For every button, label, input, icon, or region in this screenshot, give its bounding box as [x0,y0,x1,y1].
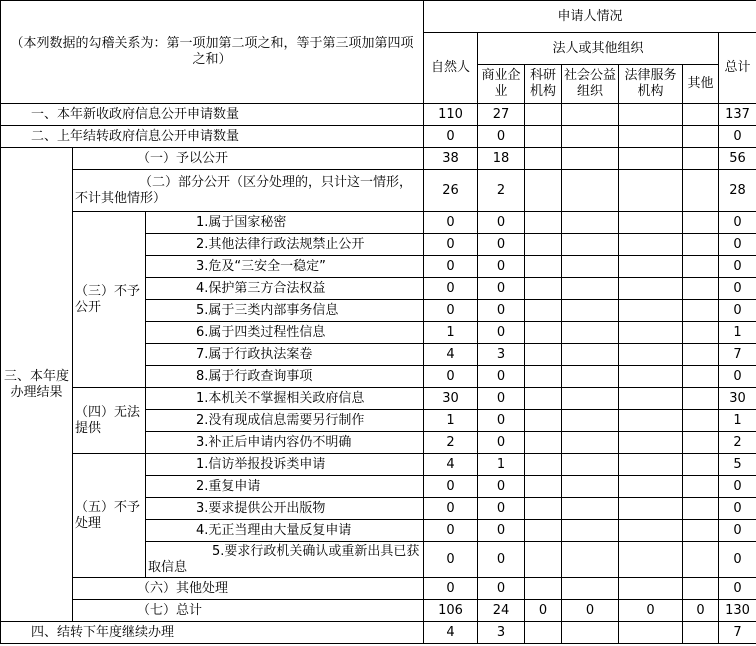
value-cell [683,212,719,234]
value-cell: 0 [719,578,756,600]
value-cell: 30 [719,388,756,410]
value-cell: 0 [619,600,683,622]
table-row [1,388,756,410]
value-cell: 0 [478,366,525,388]
value-cell: 0 [424,256,478,278]
value-cell: 0 [478,498,525,520]
value-cell: 106 [424,600,478,622]
row-label: 2.其他法律行政法规禁止公开 [146,234,424,256]
value-cell: 0 [424,234,478,256]
value-cell: 0 [478,476,525,498]
value-cell [562,542,619,578]
value-cell [619,542,683,578]
value-cell [683,520,719,542]
applicant-header: 申请人情况 [424,1,756,33]
value-cell: 137 [719,104,756,126]
value-cell [683,432,719,454]
group-result: 三、本年度办理结果 [1,148,73,622]
org-type-header: 其他 [683,65,719,104]
value-cell: 0 [424,520,478,542]
value-cell [683,454,719,476]
value-cell [562,366,619,388]
value-cell [619,388,683,410]
value-cell: 0 [719,542,756,578]
value-cell: 0 [719,234,756,256]
value-cell [619,498,683,520]
value-cell: 2 [719,432,756,454]
row-label: （六）其他处理 [73,578,424,600]
value-cell: 130 [719,600,756,622]
value-cell [683,498,719,520]
value-cell [683,476,719,498]
value-cell [562,256,619,278]
value-cell [525,148,562,170]
value-cell [562,454,619,476]
value-cell: 0 [424,212,478,234]
value-cell: 56 [719,148,756,170]
value-cell: 0 [719,300,756,322]
value-cell [619,170,683,212]
value-cell: 1 [478,454,525,476]
value-cell [525,170,562,212]
value-cell: 110 [424,104,478,126]
value-cell [619,454,683,476]
value-cell: 0 [478,578,525,600]
value-cell [683,170,719,212]
natural-person-header: 自然人 [424,33,478,104]
value-cell: 0 [424,498,478,520]
row-label: 1.属于国家秘密 [146,212,424,234]
value-cell: 0 [424,366,478,388]
org-type-header: 商业企业 [478,65,525,104]
value-cell [619,104,683,126]
value-cell [683,256,719,278]
org-type-header: 法律服务机构 [619,65,683,104]
value-cell: 0 [683,600,719,622]
value-cell: 26 [424,170,478,212]
value-cell: 0 [719,278,756,300]
row-label: 5.要求行政机关确认或重新出具已获取信息 [146,542,424,578]
value-cell [562,578,619,600]
value-cell [562,322,619,344]
value-cell [619,476,683,498]
table-row [1,170,756,212]
total-header: 总计 [719,33,756,104]
value-cell: 0 [478,234,525,256]
value-cell [562,300,619,322]
value-cell [525,542,562,578]
value-cell [525,498,562,520]
group-not-processed: （五）不予处理 [73,454,146,578]
value-cell [619,212,683,234]
value-cell [525,476,562,498]
value-cell [562,170,619,212]
value-cell: 38 [424,148,478,170]
value-cell [562,148,619,170]
value-cell [562,104,619,126]
group-cannot-provide: （四）无法提供 [73,388,146,454]
value-cell: 24 [478,600,525,622]
value-cell [619,300,683,322]
value-cell [619,256,683,278]
value-cell: 4 [424,344,478,366]
value-cell [525,256,562,278]
value-cell [562,520,619,542]
table-row [1,578,756,600]
value-cell [619,344,683,366]
value-cell: 27 [478,104,525,126]
value-cell [562,410,619,432]
table-row [1,212,756,234]
value-cell: 0 [478,322,525,344]
value-cell: 0 [478,542,525,578]
table-row [1,622,756,644]
value-cell: 0 [478,278,525,300]
group-not-disclosed: （三）不予公开 [73,212,146,388]
value-cell [525,322,562,344]
row-label: 4.无正当理由大量反复申请 [146,520,424,542]
value-cell [619,432,683,454]
table-row [1,148,756,170]
value-cell: 1 [424,322,478,344]
row-label: 四、结转下年度继续办理 [1,622,424,644]
relation-note: （本列数据的勾稽关系为：第一项加第二项之和，等于第三项加第四项之和） [1,1,424,104]
row-label: 二、上年结转政府信息公开申请数量 [1,126,424,148]
value-cell: 1 [424,410,478,432]
value-cell [525,126,562,148]
row-label: 1.信访举报投诉类申请 [146,454,424,476]
row-label: 4.保护第三方合法权益 [146,278,424,300]
value-cell: 7 [719,344,756,366]
value-cell: 0 [424,300,478,322]
value-cell [562,212,619,234]
value-cell: 0 [719,520,756,542]
value-cell: 0 [424,278,478,300]
value-cell [683,148,719,170]
row-label: 7.属于行政执法案卷 [146,344,424,366]
value-cell [525,212,562,234]
value-cell: 0 [478,388,525,410]
value-cell: 30 [424,388,478,410]
row-label: 5.属于三类内部事务信息 [146,300,424,322]
value-cell [525,344,562,366]
value-cell [525,432,562,454]
value-cell: 0 [424,542,478,578]
value-cell: 0 [478,126,525,148]
value-cell [683,344,719,366]
value-cell: 0 [719,498,756,520]
value-cell: 0 [525,600,562,622]
value-cell: 0 [478,432,525,454]
value-cell: 7 [719,622,756,644]
org-type-header: 科研机构 [525,65,562,104]
value-cell [525,104,562,126]
value-cell: 1 [719,410,756,432]
value-cell [562,622,619,644]
value-cell [525,278,562,300]
value-cell [619,520,683,542]
value-cell [683,388,719,410]
value-cell: 3 [478,344,525,366]
value-cell [619,234,683,256]
value-cell [562,234,619,256]
value-cell: 0 [478,300,525,322]
row-label: 1.本机关不掌握相关政府信息 [146,388,424,410]
value-cell [619,622,683,644]
value-cell: 4 [424,622,478,644]
value-cell [683,366,719,388]
value-cell [683,410,719,432]
value-cell: 1 [719,322,756,344]
value-cell [683,104,719,126]
value-cell: 5 [719,454,756,476]
row-label: 8.属于行政查询事项 [146,366,424,388]
value-cell: 0 [719,366,756,388]
value-cell: 0 [478,520,525,542]
value-cell [683,278,719,300]
legal-org-header: 法人或其他组织 [478,33,719,65]
value-cell: 0 [562,600,619,622]
value-cell [619,578,683,600]
value-cell [525,410,562,432]
row-label: 2.重复申请 [146,476,424,498]
value-cell: 0 [478,256,525,278]
value-cell [619,410,683,432]
value-cell [683,622,719,644]
value-cell [619,126,683,148]
value-cell [525,454,562,476]
value-cell: 2 [478,170,525,212]
value-cell: 0 [424,476,478,498]
value-cell [562,498,619,520]
row-label: 3.危及“三安全一稳定” [146,256,424,278]
value-cell [525,578,562,600]
table-row [1,126,756,148]
value-cell [562,432,619,454]
table-row [1,104,756,126]
row-label: 6.属于四类过程性信息 [146,322,424,344]
value-cell: 0 [424,578,478,600]
row-label: 一、本年新收政府信息公开申请数量 [1,104,424,126]
value-cell [525,366,562,388]
value-cell: 0 [719,126,756,148]
value-cell [562,278,619,300]
value-cell [562,344,619,366]
value-cell [683,542,719,578]
table-row [1,600,756,622]
value-cell [619,148,683,170]
row-label: （二）部分公开（区分处理的，只计这一情形，不计其他情形） [73,170,424,212]
value-cell: 28 [719,170,756,212]
row-label: 2.没有现成信息需要另行制作 [146,410,424,432]
org-type-header: 社会公益组织 [562,65,619,104]
value-cell [525,520,562,542]
value-cell [619,366,683,388]
value-cell: 0 [719,212,756,234]
value-cell [562,476,619,498]
value-cell: 4 [424,454,478,476]
value-cell [525,622,562,644]
value-cell [683,234,719,256]
value-cell: 0 [719,256,756,278]
value-cell [562,126,619,148]
table-row [1,454,756,476]
value-cell: 18 [478,148,525,170]
value-cell [562,388,619,410]
value-cell: 0 [478,212,525,234]
value-cell [619,278,683,300]
row-label: （一）予以公开 [73,148,424,170]
value-cell [525,234,562,256]
row-label: （七）总计 [73,600,424,622]
value-cell [525,388,562,410]
value-cell: 0 [719,476,756,498]
value-cell [683,578,719,600]
value-cell: 0 [424,126,478,148]
value-cell [683,322,719,344]
value-cell [683,126,719,148]
value-cell: 3 [478,622,525,644]
value-cell [619,322,683,344]
row-label: 3.补正后申请内容仍不明确 [146,432,424,454]
row-label: 3.要求提供公开出版物 [146,498,424,520]
value-cell: 2 [424,432,478,454]
value-cell [525,300,562,322]
value-cell [683,300,719,322]
value-cell: 0 [478,410,525,432]
